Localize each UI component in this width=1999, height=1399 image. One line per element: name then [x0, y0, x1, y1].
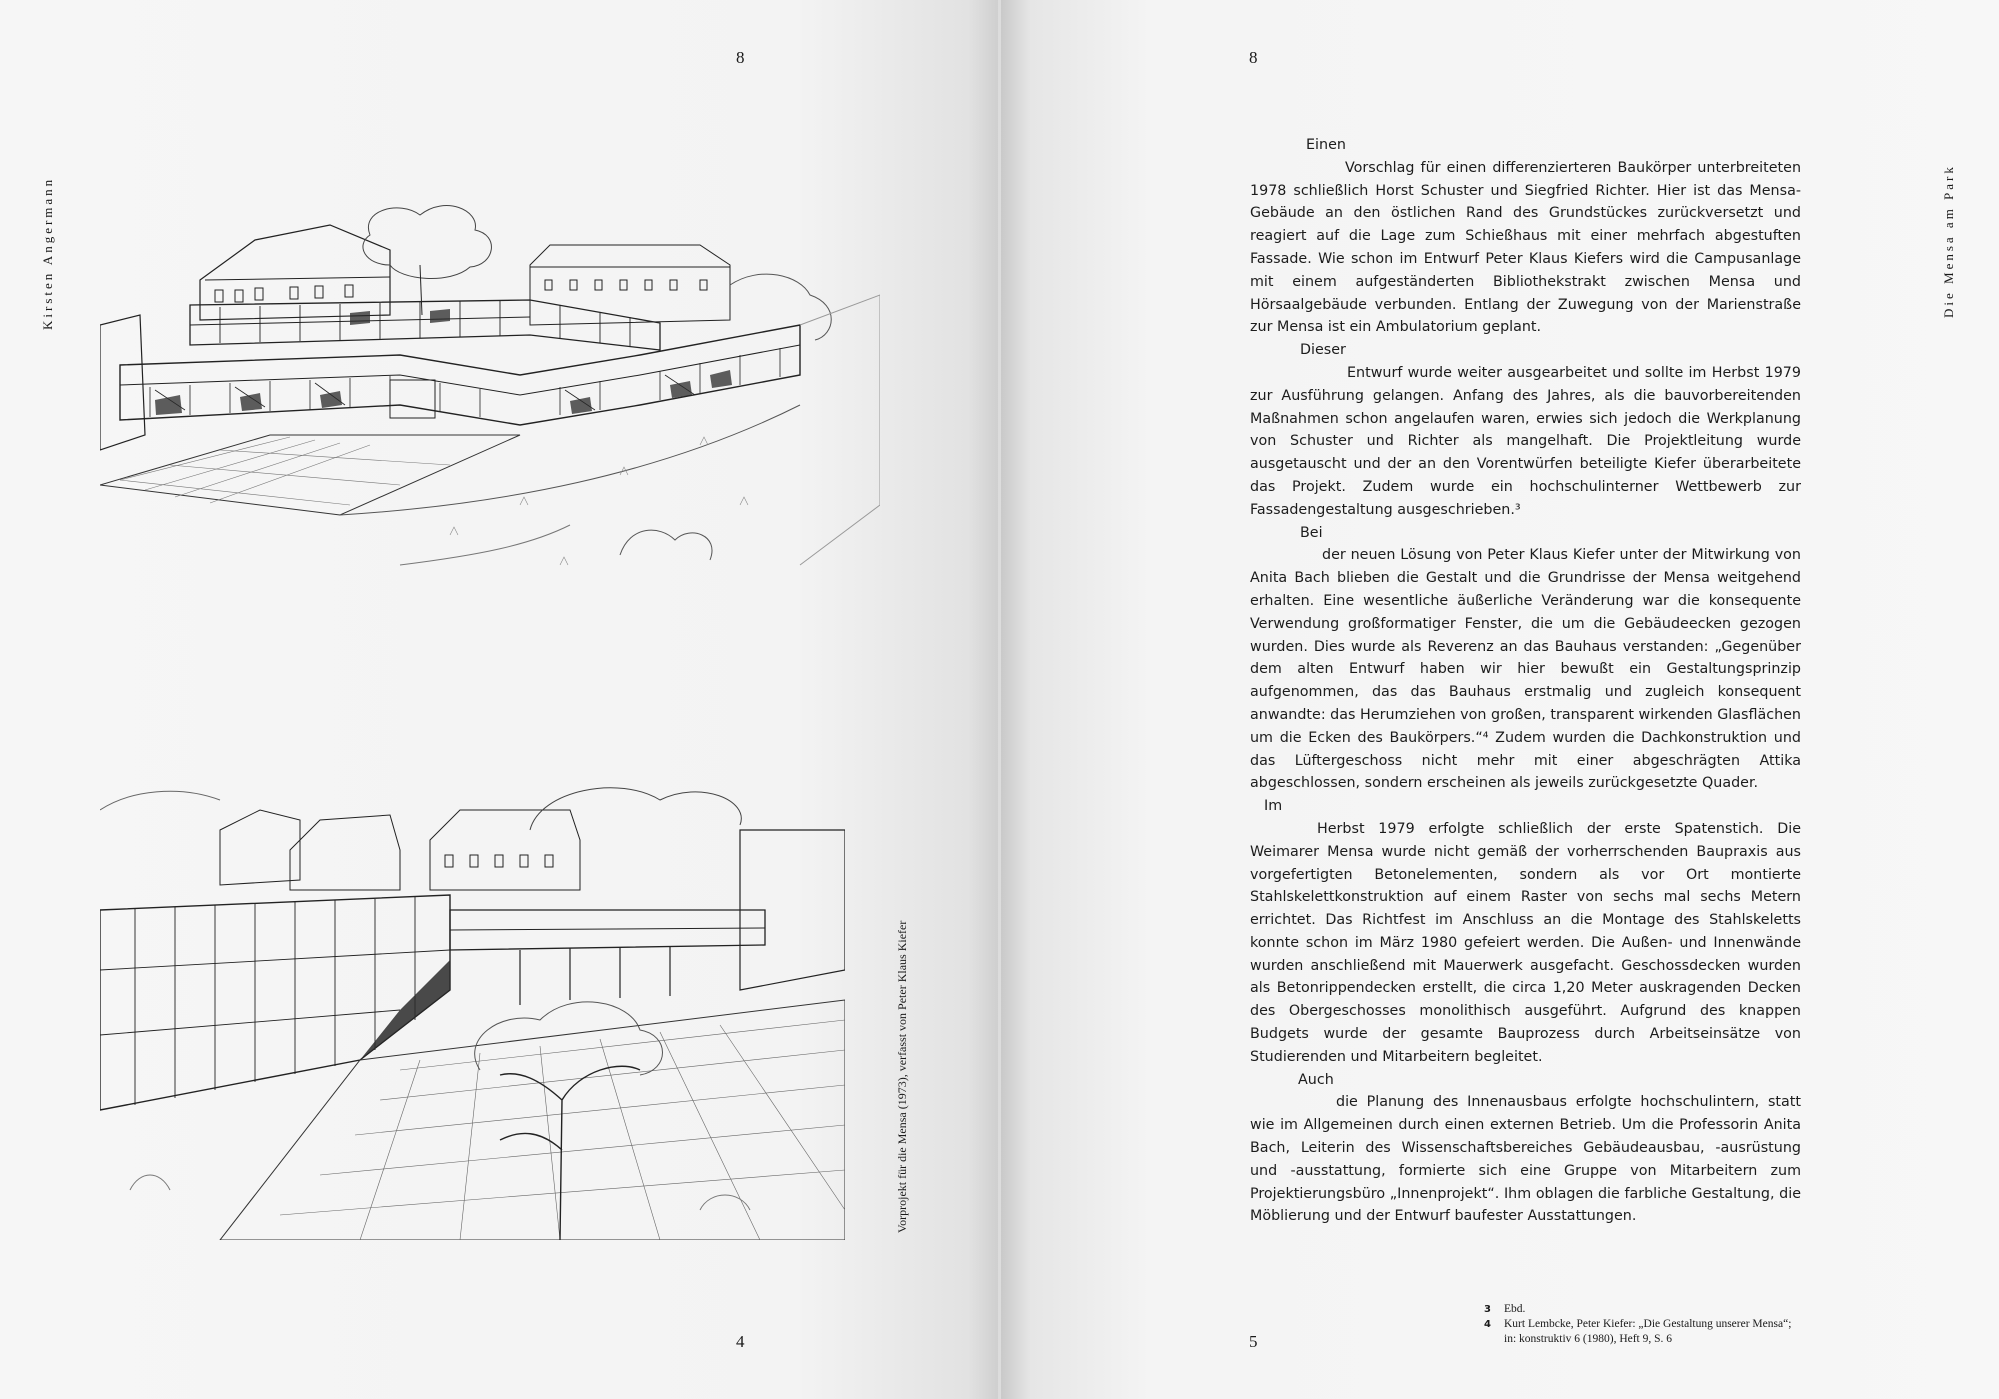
paragraph-text: Entwurf wurde weiter ausgearbeitet und sollte im Herbst 1979 zur Ausführung gelangen. Anfang des Jahres, als die bauvorbereitenden Maßnahmen schon angelaufen waren, erwies sich jedoch die Werkplanung von Schuster und Richter als mangelhaft. Die Projektleitung wurde ausgetauscht und der an den Vorentwürfen beteiligte Kiefer überarbeitete das Projekt. Zudem wurde ein hochschulinterner Wettbewerb zur Fassadengestaltung ausgeschrieben.³ — [1250, 364, 1801, 518]
footnote — [1484, 1317, 1814, 1347]
figure-caption: Vorprojekt für die Mensa (1973), verfasst von Peter Klaus Kiefer — [895, 920, 909, 1233]
footnote-text: Ebd. — [1504, 1303, 1526, 1315]
paragraph — [1250, 134, 1801, 339]
page-number-left: 4 — [736, 1332, 745, 1351]
paragraph-lead-word: Dieser — [1300, 342, 1346, 359]
footnotes — [1484, 1302, 1814, 1347]
paragraph-text: der neuen Lösung von Peter Klaus Kiefer unter der Mitwirkung von Anita Bach blieben die Gestalt und die Grundrisse der Mensa weitgehend erhalten. Eine wesentliche äußerliche Veränderung war die konsequente Verwendung großformatiger Fenster, die um die Gebäudeecken gezogen wurden. Dies wurde als Reverenz an das Bauhaus verstanden: „Gegenüber dem alten Entwurf haben wir hier bewußt ein Gestaltungsprinzip aufgenommen, das das Bauhaus erstmalig und zugleich konsequent anwandte: das Herumziehen von großen, transparent wirkenden Glasflächen um die Ecken des Baukörpers.“⁴ Zudem wurden die Dachkonstruktion und das Lüftergeschoss nicht mehr mit einer abgeschrägten Attika abgeschlossen, sondern erscheinen als jeweils zurückgesetzte Quader. — [1250, 547, 1801, 792]
page-number-right: 5 — [1249, 1332, 1258, 1351]
body-text — [1250, 134, 1801, 1228]
paragraph-lead-word: Bei — [1300, 524, 1323, 541]
running-head-number: 8 — [736, 48, 745, 67]
chapter-running-head: Die Mensa am Park — [1941, 164, 1956, 318]
paragraph-text: Herbst 1979 erfolgte schließlich der erste Spatenstich. Die Weimarer Mensa wurde nicht gemäß der vorherrschenden Baupraxis aus vorgefertigten Betonelementen, sondern als vor Ort montierte Stahlskelettkonstruktion auf einem Raster von sechs mal sechs Metern errichtet. Das Richtfest im Anschluss an die Montage des Stahlskeletts konnte schon im März 1980 gefeiert werden. Die Außen- und Innenwände wurden anschließend mit Mauerwerk ausgefacht. Geschossdecken wurden als Betonrippendecken erstellt, die circa 1,20 Meter auskragenden Decken des Obergeschosses monolithisch ausgeführt. Aufgrund des knappen Budgets wurde der gesamte Bauprozess durch Arbeitseinsätze von Studierenden und Mitarbeitern begleitet. — [1250, 820, 1801, 1065]
paragraph — [1250, 795, 1801, 1069]
footnote — [1484, 1302, 1814, 1317]
paragraph-lead-word: Einen — [1306, 137, 1346, 153]
paragraph — [1250, 1069, 1801, 1229]
footnote-text: in: konstruktiv 6 (1980), Heft 9, S. 6 — [1504, 1333, 1673, 1345]
paragraph — [1250, 522, 1801, 796]
paragraph — [1250, 339, 1801, 521]
footnote-text: Kurt Lembcke, Peter Kiefer: „Die Gestaltung unserer Mensa“; — [1504, 1318, 1792, 1330]
left-page — [0, 0, 998, 1399]
footnote-number: 4 — [1484, 1319, 1491, 1330]
architecture-sketch-courtyard — [100, 770, 845, 1240]
paragraph-lead-word: Im — [1264, 798, 1283, 815]
architecture-sketch-exterior — [100, 205, 880, 605]
right-page — [1001, 0, 1999, 1399]
paragraph-text: Vorschlag für einen differenzierteren Baukörper unterbreiteten 1978 schließlich Horst Schuster und Siegfried Richter. Hier ist das Mensa-Gebäude an den östlichen Rand des Grundstückes zurückversetzt und reagiert auf die Lage zum Schießhaus mit einer mehrfach abgestuften Fassade. Wie schon im Entwurf Peter Klaus Kiefers wird die Campusanlage mit einem aufgeständerten Bibliothekstrakt zwischen Mensa und Hörsaalgebäude verbunden. Entlang der Zuwegung von der Marienstraße zur Mensa ist ein Ambulatorium geplant. — [1250, 159, 1801, 336]
footnote-number: 3 — [1484, 1304, 1491, 1315]
paragraph-lead-word: Auch — [1298, 1071, 1334, 1088]
paragraph-text: die Planung des Innenausbaus erfolgte hochschulintern, statt wie im Allgemeinen durch einen externen Betrieb. Um die Professorin Anita Bach, Leiterin des Wissenschaftsbereiches Gebäudeausbau, -ausrüstung und -ausstattung, formierte sich eine Gruppe von Mitarbeitern zum Projektierungsbüro „Innenprojekt“. Ihm oblagen die farbliche Gestaltung, die Möblierung und der Entwurf baufester Ausstattungen. — [1250, 1094, 1801, 1225]
author-running-head: Kirsten Angermann — [40, 176, 55, 330]
running-head-number: 8 — [1249, 48, 1258, 67]
